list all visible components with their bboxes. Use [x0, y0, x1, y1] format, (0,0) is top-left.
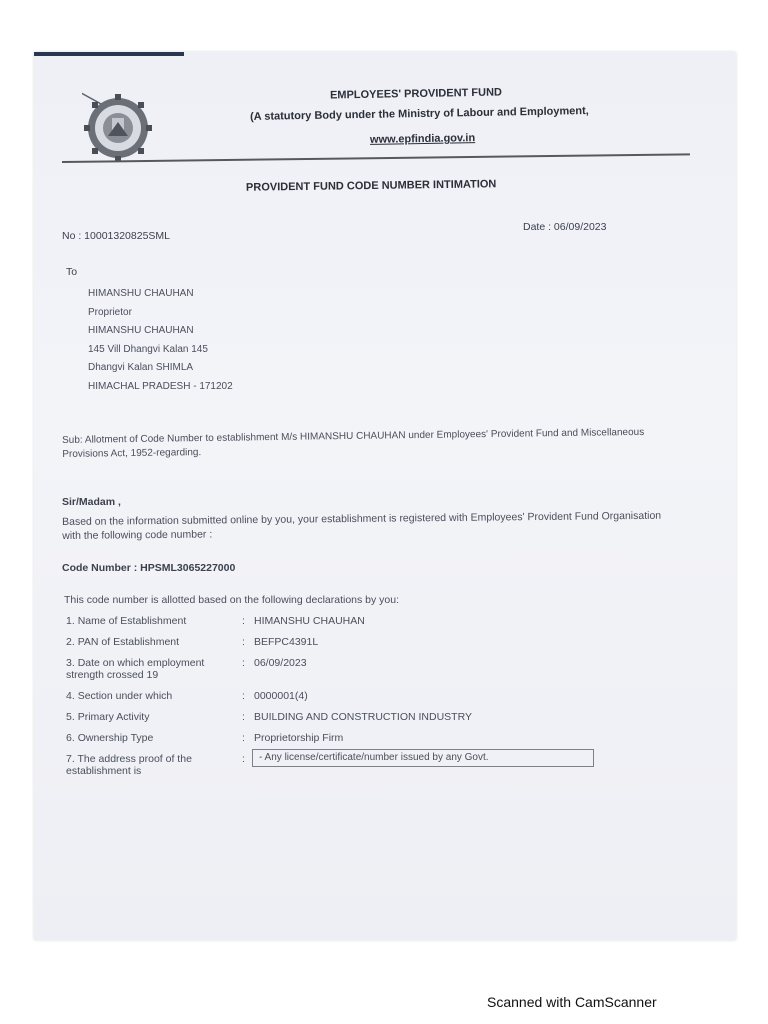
- address-line: HIMANSHU CHAUHAN: [88, 325, 194, 337]
- body-paragraph: Based on the information submitted online by you, your establishment is registered with Employees' Provident Fund Organisation with the following code number :: [62, 509, 662, 542]
- declaration-value: Proprietorship Firm: [254, 732, 344, 744]
- allotment-note: This code number is allotted based on the following declarations by you:: [64, 594, 400, 606]
- salutation: Sir/Madam ,: [62, 496, 121, 508]
- declaration-value: 0000001(4): [254, 690, 308, 702]
- address-line: HIMACHAL PRADESH - 171202: [88, 380, 233, 392]
- declaration-label: 3. Date on which employment strength crossed 19: [66, 657, 205, 681]
- declaration-value: BUILDING AND CONSTRUCTION INDUSTRY: [254, 711, 472, 723]
- document-date: Date : 06/09/2023: [523, 221, 607, 233]
- scan-edge: [34, 52, 184, 56]
- org-website-link[interactable]: www.epfindia.gov.in: [369, 132, 476, 146]
- address-line: HIMANSHU CHAUHAN: [88, 288, 194, 299]
- to-label: To: [66, 266, 78, 278]
- recipient-address: [88, 285, 233, 397]
- address-line: Proprietor: [88, 306, 132, 318]
- address-line: Dhangvi Kalan SHIMLA: [88, 362, 194, 374]
- declaration-label: 6. Ownership Type: [66, 732, 154, 744]
- declaration-value: HIMANSHU CHAUHAN: [254, 615, 365, 627]
- declaration-label: 1. Name of Establishment: [66, 615, 187, 627]
- camscanner-watermark: Scanned with CamScanner: [487, 994, 657, 1010]
- subject-line: Sub: Allotment of Code Number to establishment M/s HIMANSHU CHAUHAN under Employees' Provident Fund and Miscellaneous Provisions Act, 1952-regarding.: [62, 426, 645, 460]
- org-title: EMPLOYEES' PROVIDENT FUND: [329, 86, 503, 102]
- code-number: Code Number : HPSML3065227000: [62, 562, 236, 574]
- declaration-label: 7. The address proof of the establishment is: [66, 753, 192, 777]
- declaration-label: 5. Primary Activity: [66, 711, 150, 723]
- declaration-value: 06/09/2023: [254, 657, 307, 669]
- document-heading: PROVIDENT FUND CODE NUMBER INTIMATION: [245, 178, 497, 194]
- address-proof-box: - Any license/certificate/number issued by any Govt.: [252, 749, 594, 767]
- declaration-label: 2. PAN of Establishment: [66, 636, 180, 648]
- declaration-value: BEFPC4391L: [254, 636, 319, 648]
- org-subtitle: (A statutory Body under the Ministry of Labour and Employment,: [249, 105, 589, 123]
- address-line: 145 Vill Dhangvi Kalan 145: [88, 343, 208, 355]
- reference-number: No : 10001320825SML: [62, 230, 170, 242]
- epfo-emblem-logo: [82, 92, 154, 164]
- declaration-label: 4. Section under which: [66, 690, 173, 702]
